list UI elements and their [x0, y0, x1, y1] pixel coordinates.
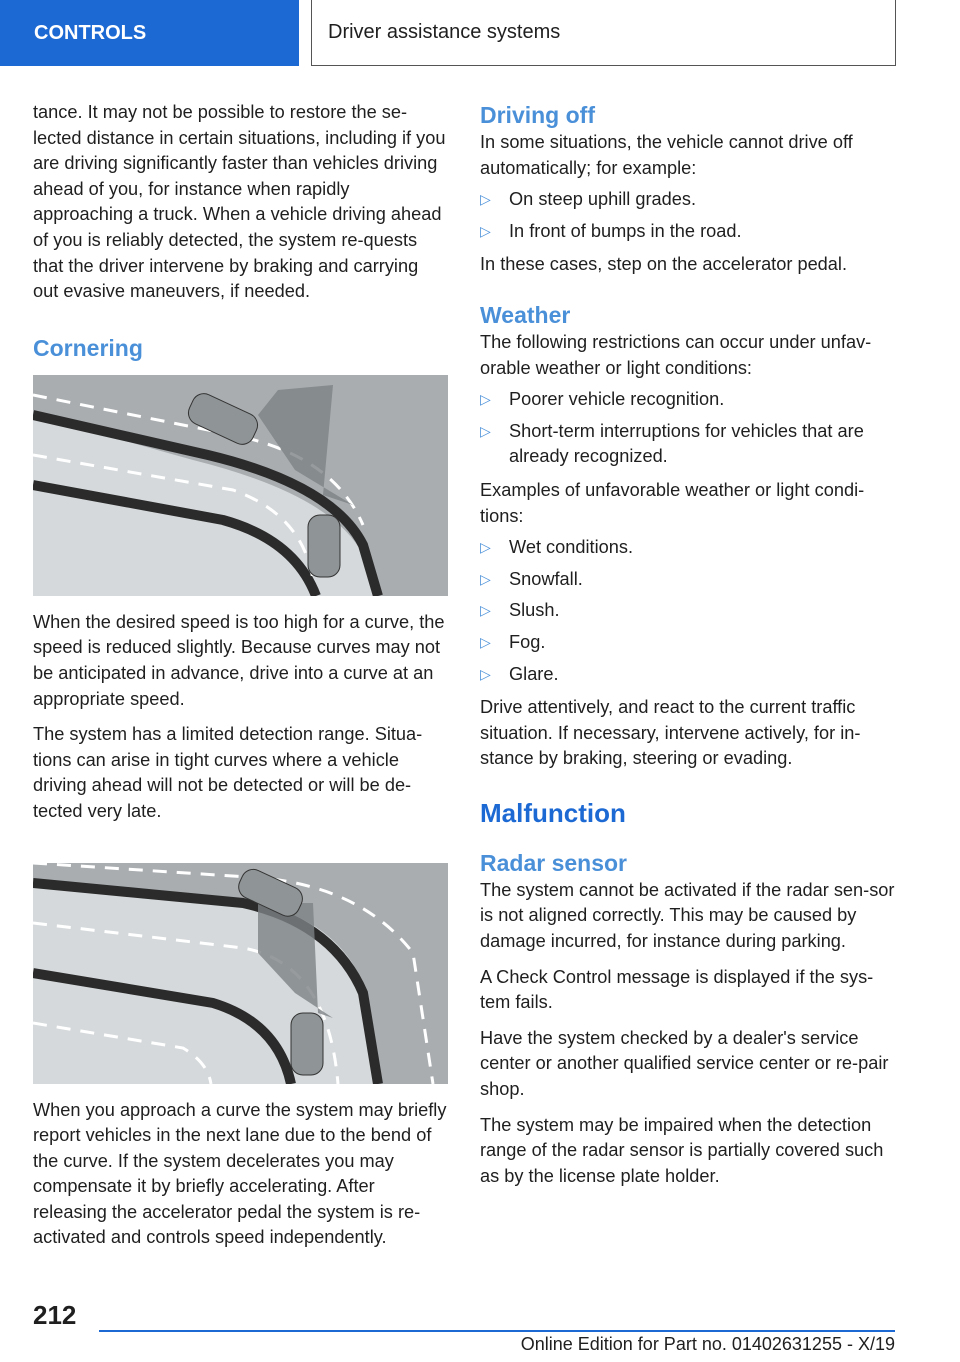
list-item: ▷ Short-term interruptions for vehicles that are already recognized.: [480, 420, 864, 467]
intro-paragraph: tance. It may not be possible to restore the se‐lected distance in certain situations, including if you are driving significantly faster than vehicles driving ahead of you, for instance when rapidly approaching a truck. When a vehicle driving ahead of you is reliably detected, the system re‐quests that the driver intervene by braking and carrying out evasive maneuvers, if needed.: [33, 102, 446, 302]
cornering-paragraph-1: When the desired speed is too high for a curve, the speed is reduced slightly. Because curves may not be anticipated in advance, drive into a curve at an appropriate speed.: [33, 611, 445, 709]
list-item: ▷ Fog.: [480, 630, 898, 656]
cornering-illustration-1: [33, 375, 448, 596]
list-item: ▷ On steep uphill grades.: [480, 187, 898, 213]
list-item: ▷ Slush.: [480, 598, 898, 624]
driving-off-intro: In some situations, the vehicle cannot drive off automatically; for example:: [480, 132, 853, 178]
edition-note: Online Edition for Part no. 01402631255 - X/19: [520, 1334, 895, 1354]
conditions-list: [480, 535, 898, 687]
triangle-bullet-icon: ▷: [480, 422, 491, 439]
list-item: ▷ In front of bumps in the road.: [480, 219, 898, 245]
weather-examples: Examples of unfavorable weather or light condi‐tions:: [480, 479, 865, 526]
triangle-bullet-icon: ▷: [480, 665, 491, 682]
cornering-paragraph-3: When you approach a curve the system may briefly report vehicles in the next lane due to the bend of the curve. If the system decelerates you may compensate it by briefly accelerating. After releasing the accelerator pedal the system is re‐activated and controls speed independently.: [33, 1099, 447, 1248]
triangle-bullet-icon: ▷: [480, 191, 491, 208]
triangle-bullet-icon: ▷: [480, 222, 491, 239]
malfunction-heading: Malfunction: [480, 797, 626, 828]
weather-heading: Weather: [480, 301, 571, 328]
right-column: [480, 100, 898, 1199]
weather-list: [480, 387, 898, 470]
triangle-bullet-icon: ▷: [480, 391, 491, 408]
footer-divider: [99, 1330, 895, 1332]
driving-off-list: [480, 187, 898, 244]
list-item: ▷ Snowfall.: [480, 567, 898, 593]
triangle-bullet-icon: ▷: [480, 570, 491, 587]
driving-off-outro: In these cases, step on the accelerator pedal.: [480, 254, 848, 275]
triangle-bullet-icon: ▷: [480, 602, 491, 619]
radar-paragraph-2: A Check Control message is displayed if the sys‐tem fails.: [480, 966, 874, 1013]
driving-off-heading: Driving off: [480, 102, 595, 128]
radar-sensor-heading: Radar sensor: [480, 849, 628, 876]
list-item: ▷ Wet conditions.: [480, 535, 898, 561]
triangle-bullet-icon: ▷: [480, 633, 491, 650]
radar-paragraph-1: The system cannot be activated if the radar sen‐sor is not aligned correctly. This may be caused by damage incurred, for instance during parking.: [480, 879, 895, 952]
chapter-title: Driver assistance systems: [311, 0, 896, 66]
triangle-bullet-icon: ▷: [480, 539, 491, 556]
cornering-heading: Cornering: [33, 334, 143, 361]
list-item: ▷ Poorer vehicle recognition.: [480, 387, 898, 413]
cornering-paragraph-2: The system has a limited detection range. Situa‐tions can arise in tight curves where a vehicle driving ahead will not be detected or will be de‐tected very late.: [33, 724, 423, 821]
cornering-illustration-2: [33, 863, 448, 1084]
weather-intro: The following restrictions can occur under unfav‐orable weather or light conditions:: [480, 331, 872, 378]
section-tab: CONTROLS: [0, 0, 299, 66]
page-number: 212: [33, 1300, 77, 1330]
list-item: ▷ Glare.: [480, 662, 898, 688]
weather-outro: Drive attentively, and react to the current traffic situation. If necessary, intervene actively, for in‐stance by braking, steering or evading.: [480, 697, 861, 769]
radar-paragraph-4: The system may be impaired when the detection range of the radar sensor is partially covered such as by the license plate holder.: [480, 1114, 884, 1186]
left-column: [33, 100, 448, 1261]
radar-paragraph-3: Have the system checked by a dealer's service center or another qualified service center or re‐pair shop.: [480, 1027, 889, 1100]
